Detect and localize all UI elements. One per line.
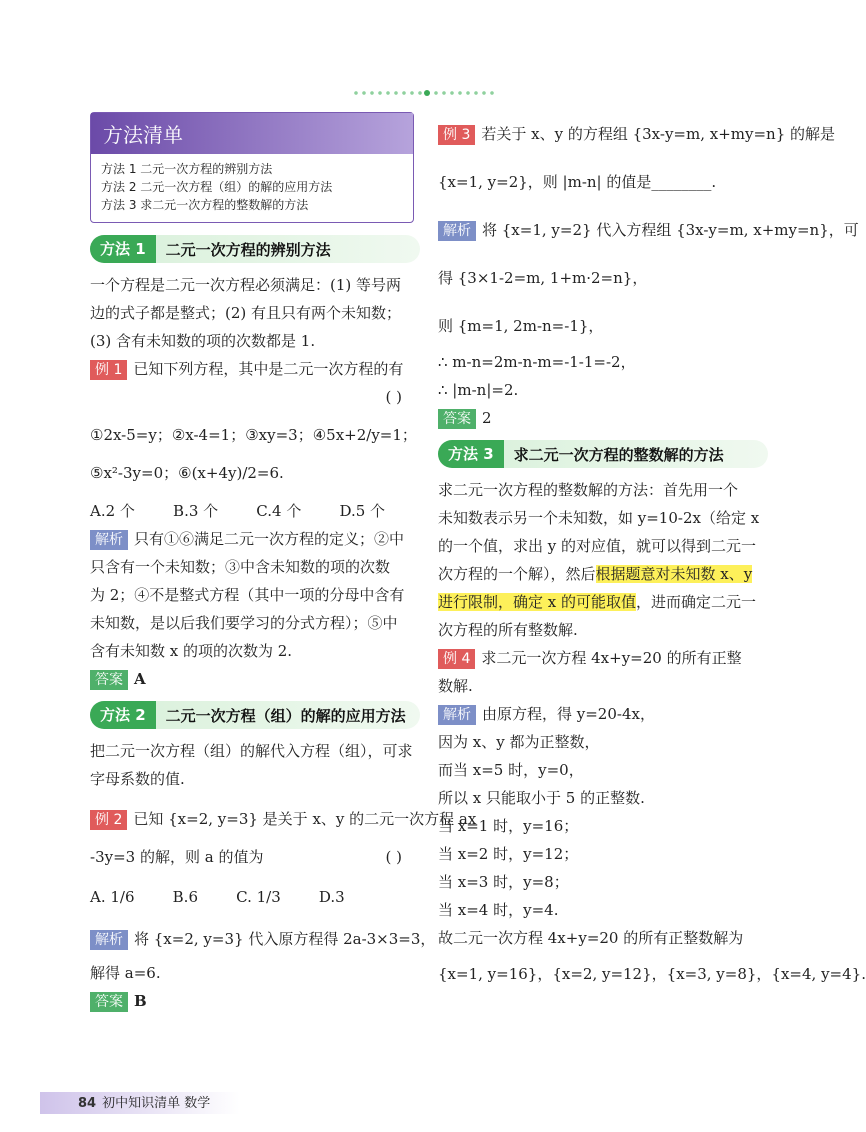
method-3-heading xyxy=(438,440,768,468)
example-4-analysis-6: 当 x=2 时，y=12； xyxy=(438,845,579,863)
example-4-analysis-8: 当 x=4 时，y=4. xyxy=(438,901,559,919)
example-2-analysis-1 xyxy=(90,925,436,953)
example-1-line-1 xyxy=(90,355,420,383)
m3-line-1: 求二元一次方程的整数解的方法：首先用一个 xyxy=(438,481,739,499)
decor-dot-center xyxy=(424,90,430,96)
example-4-analysis-text: 由原方程，得 y=20-4x， xyxy=(482,705,655,723)
analysis-tag-3: 解析 xyxy=(438,221,476,241)
example-4-text: 求二元一次方程 4x+y=20 的所有正整 xyxy=(481,649,742,667)
method-2-heading xyxy=(90,701,420,729)
analysis-tag-4: 解析 xyxy=(438,705,476,725)
example-4-line-1 xyxy=(438,644,768,672)
example-4-analysis-1 xyxy=(438,700,768,728)
m2-line-2: 字母系数的值. xyxy=(90,770,185,788)
m3-highlight-1: 根据题意对未知数 x、y xyxy=(595,565,753,583)
example-3-analysis-3: 则 {m=1, 2m-n=-1}， xyxy=(438,317,604,335)
example-1-tag: 例 1 xyxy=(90,360,127,380)
example-3-analysis-1 xyxy=(438,216,859,244)
example-2-options: A. 1/6 B.6 C. 1/3 D.3 xyxy=(90,888,345,906)
example-2-text-2: -3y=3 的解，则 a 的值为 xyxy=(90,848,264,866)
m2-line-1: 把二元一次方程（组）的解代入方程（组），可求 xyxy=(90,742,413,760)
example-3-line-2: {x=1, y=2}，则 |m-n| 的值是________. xyxy=(438,173,717,191)
example-4-analysis-2: 因为 x、y 都为正整数， xyxy=(438,733,600,751)
m1-line-1: 一个方程是二元一次方程必须满足：(1) 等号两 xyxy=(90,276,402,294)
example-2-answer-value: B xyxy=(134,992,147,1010)
example-1-answer-value: A xyxy=(134,670,146,688)
m3-line-6: 次方程的所有整数解. xyxy=(438,621,578,639)
example-4-analysis-9: 故二元一次方程 4x+y=20 的所有正整数解为 xyxy=(438,929,744,947)
catalog-item-1: 方法 1 二元一次方程的辨别方法 xyxy=(101,162,273,176)
m3-line-3: 的一个值，求出 y 的对应值，就可以得到二元一 xyxy=(438,537,757,555)
catalog-title: 方法清单 xyxy=(91,113,413,154)
method-2-tag: 方法 2 xyxy=(90,701,156,729)
m3-line-2: 未知数表示另一个未知数，如 y=10-2x（给定 x xyxy=(438,509,760,527)
catalog-item-2: 方法 2 二元一次方程（组）的解的应用方法 xyxy=(101,180,333,194)
example-2-paren: ( ) xyxy=(385,848,402,866)
book-title: 初中知识清单 数学 xyxy=(102,1096,211,1111)
example-2-tag: 例 2 xyxy=(90,810,127,830)
right-column xyxy=(438,112,866,988)
example-1-analysis-3: 为 2；④不是整式方程（其中一项的分母中含有 xyxy=(90,586,405,604)
example-4-analysis-5: 当 x=1 时，y=16； xyxy=(438,817,579,835)
m3-highlight-2: 进行限制，确定 x 的可能取值 xyxy=(438,593,636,611)
m3-line-5 xyxy=(438,588,768,616)
method-3-title: 求二元一次方程的整数解的方法 xyxy=(513,445,724,464)
example-4-tag: 例 4 xyxy=(438,649,475,669)
example-3-answer xyxy=(438,404,768,432)
example-3-line-1 xyxy=(438,120,836,148)
example-1-analysis-5: 含有未知数 x 的项的次数为 2. xyxy=(90,642,293,660)
page-footer xyxy=(40,1092,240,1114)
answer-tag-2: 答案 xyxy=(90,992,128,1012)
answer-tag-3: 答案 xyxy=(438,409,476,429)
example-3-tag: 例 3 xyxy=(438,125,475,145)
method-1-heading xyxy=(90,235,420,263)
analysis-tag: 解析 xyxy=(90,530,128,550)
example-4-analysis-10: {x=1, y=16}，{x=2, y=12}，{x=3, y=8}，{x=4, y=4}. xyxy=(438,965,866,983)
method-1-title: 二元一次方程的辨别方法 xyxy=(165,240,331,259)
page-number: 84 xyxy=(78,1096,97,1111)
example-1-analysis-text: 只有①⑥满足二元一次方程的定义；②中 xyxy=(134,530,405,548)
answer-tag: 答案 xyxy=(90,670,128,690)
example-1-text: 已知下列方程，其中是二元一次方程的有 xyxy=(133,360,404,378)
example-3-text: 若关于 x、y 的方程组 {3x-y=m, x+my=n} 的解是 xyxy=(481,125,836,143)
example-2-line-2 xyxy=(90,843,420,871)
example-4-line-2: 数解. xyxy=(438,677,473,695)
example-2-analysis-2: 解得 a=6. xyxy=(90,964,161,982)
example-1-options: A.2 个 B.3 个 C.4 个 D.5 个 xyxy=(90,502,386,520)
example-3-analysis-text: 将 {x=1, y=2} 代入方程组 {3x-y=m, x+my=n}，可 xyxy=(482,221,859,239)
example-1-answer xyxy=(90,665,420,693)
example-1-analysis-1 xyxy=(90,525,420,553)
example-2-text: 已知 {x=2, y=3} 是关于 x、y 的二元一次方程 ax xyxy=(133,810,477,828)
example-1-paren: ( ) xyxy=(385,388,402,406)
method-1-tag: 方法 1 xyxy=(90,235,156,263)
example-1-equations: ①2x-5=y；②x-4=1；③xy=3；④5x+2/y=1； xyxy=(90,426,417,444)
method-catalog xyxy=(90,112,414,223)
method-3-tag: 方法 3 xyxy=(438,440,504,468)
example-1-equations-2: ⑤x²-3y=0；⑥(x+4y)/2=6. xyxy=(90,464,284,482)
example-3-analysis-2: 得 {3×1-2=m, 1+m·2=n}， xyxy=(438,269,648,287)
m1-line-2: 边的式子都是整式；(2) 有且只有两个未知数； xyxy=(90,304,402,322)
example-2-line-1 xyxy=(90,805,477,833)
analysis-tag-2: 解析 xyxy=(90,930,128,950)
example-3-analysis-5: ∴ |m-n|=2. xyxy=(438,381,519,399)
m1-line-3: (3) 含有未知数的项的次数都是 1. xyxy=(90,332,316,350)
example-2-answer xyxy=(90,987,420,1015)
m3-line-4-plain: 次方程的一个解），然后 xyxy=(438,565,596,583)
example-3-answer-value: 2 xyxy=(482,409,492,427)
method-2-title: 二元一次方程（组）的解的应用方法 xyxy=(165,706,406,725)
example-4-analysis-4: 所以 x 只能取小于 5 的正整数. xyxy=(438,789,645,807)
catalog-item-3: 方法 3 求二元一次方程的整数解的方法 xyxy=(101,198,309,212)
example-3-analysis-4: ∴ m-n=2m-n-m=-1-1=-2， xyxy=(438,353,636,371)
example-4-analysis-7: 当 x=3 时，y=8； xyxy=(438,873,569,891)
example-1-analysis-2: 只含有一个未知数；③中含未知数的项的次数 xyxy=(90,558,391,576)
m3-line-4 xyxy=(438,560,768,588)
example-2-analysis-text: 将 {x=2, y=3} 代入原方程得 2a-3×3=3， xyxy=(134,930,436,948)
example-4-analysis-3: 而当 x=5 时，y=0， xyxy=(438,761,584,779)
m3-line-5-plain: ，进而确定二元一 xyxy=(636,593,757,611)
example-1-analysis-4: 未知数，是以后我们要学习的分式方程）；⑤中 xyxy=(90,614,398,632)
